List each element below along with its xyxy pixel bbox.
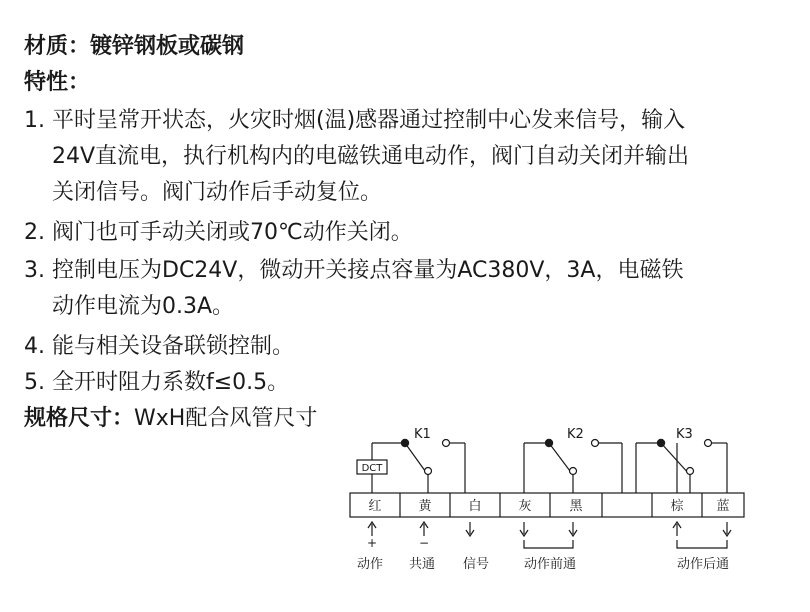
feature-item-4-number: 4. [24,334,45,359]
feature-item-1-line-3: 关闭信号。阀门动作后手动复位。 [52,180,383,205]
switch-label-k1: K1 [414,427,431,442]
feature-item-1-line-2: 24V直流电，执行机构内的电磁铁通电动作，阀门自动关闭并输出 [52,144,690,169]
size-value: WxH配合风管尺寸 [134,406,318,431]
label-action-rear: 动作后通 [676,557,730,572]
label-signal: 信号 [462,557,490,572]
label-action: 动作 [356,557,384,572]
polarity-minus: − [418,536,430,550]
terminal-grey: 灰 [518,499,532,514]
bracket-rear [677,540,727,548]
label-common: 共通 [408,557,436,572]
dct-label: DCT [361,463,383,474]
k2-contact-dot [545,439,553,447]
terminal-black: 黑 [569,499,583,514]
size-label: 规格尺寸： [24,406,135,431]
features-title: 特性： [24,70,91,95]
feature-item-3-number: 3. [24,258,45,283]
feature-item-1-number: 1. [24,108,45,133]
feature-item-5-text: 全开时阻力系数f≤0.5。 [52,370,290,395]
terminal-strip [350,493,744,517]
polarity-plus: + [366,536,378,550]
material-line: 材质：镀锌钢板或碳钢 [24,34,245,59]
k1-contact-dot [401,439,409,447]
terminal-brown: 棕 [670,499,684,514]
k3-contact-dot [657,439,665,447]
feature-item-1-text: 平时呈常开状态，火灾时烟(温)感器通过控制中心发来信号，输入 [52,108,686,133]
feature-item-2-text: 阀门也可手动关闭或70℃动作关闭。 [52,220,413,245]
switch-label-k2: K2 [567,427,584,442]
switch-label-k3: K3 [676,427,693,442]
label-action-front: 动作前通 [523,557,577,572]
k3-switch-blade [661,443,690,475]
terminal-blue: 蓝 [716,499,730,514]
terminal-red: 红 [368,499,382,514]
feature-item-2-number: 2. [24,220,45,245]
terminal-yellow: 黄 [418,499,432,514]
terminal-white: 白 [468,499,482,514]
feature-item-5-number: 5. [24,370,45,395]
bracket-front [524,540,573,548]
feature-item-3-text: 控制电压为DC24V，微动开关接点容量为AC380V，3A，电磁铁 [52,258,684,283]
feature-item-3-line-2: 动作电流为0.3A。 [52,294,235,319]
feature-item-4-text: 能与相关设备联锁控制。 [52,334,295,359]
